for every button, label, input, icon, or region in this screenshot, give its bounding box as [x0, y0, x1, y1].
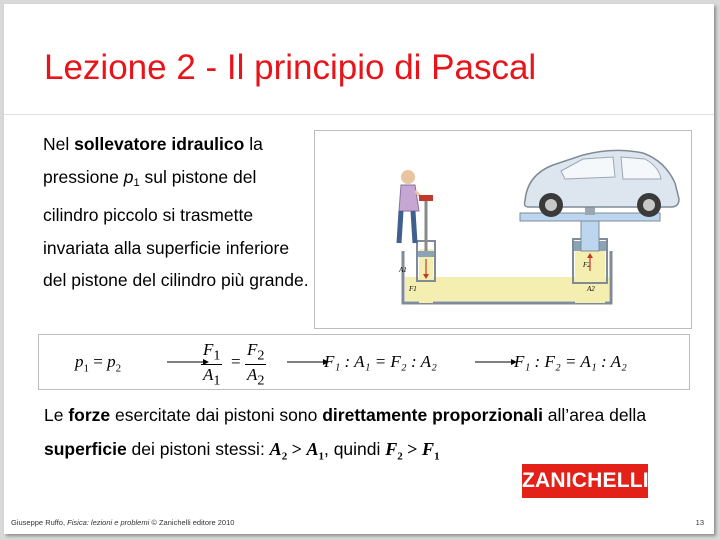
arrow-icon — [475, 357, 519, 367]
intro-text-1: Nel — [43, 134, 75, 154]
label-a2: A2 — [587, 285, 595, 293]
equations-box — [38, 334, 690, 390]
equation-proportion-forces: F₁ : F₂ = A₁ : A₂ — [514, 352, 627, 371]
intro-text-3: sul pistone del cilindro piccolo si trasmette invariata alla superficie inferiore del pistone del cilindro più grande. — [43, 166, 309, 291]
bold-proportional: direttamente proporzionali — [322, 405, 543, 425]
equation-proportion-areas: F₁ : A₁ = F₂ : A₂ — [324, 352, 437, 371]
pressure-symbol: p — [123, 166, 134, 187]
footer-credit: Giuseppe Ruffo, Fisica: lezioni e problemi © Zanichelli editore 2010 — [11, 518, 235, 527]
slide — [4, 4, 714, 534]
equation-pressures: $p_1 = p_2$ — [75, 352, 122, 375]
bold-forze: forze — [68, 405, 111, 425]
worker-shirt — [399, 185, 419, 211]
intro-text-2: la pressione — [43, 134, 263, 187]
intro-paragraph — [43, 128, 311, 297]
label-f2: F2 — [583, 261, 591, 269]
page-title: Lezione 2 - Il principio di Pascal — [44, 48, 537, 87]
hydraulic-lift-illustration — [315, 131, 691, 328]
equals-sign: = — [231, 352, 241, 371]
fraction-f2-a2: $\frac{F_2}{A_2}$ — [247, 340, 265, 389]
bold-superficie: superficie — [44, 439, 127, 459]
worker-head — [401, 170, 415, 184]
hydraulic-lift-figure — [314, 130, 692, 329]
publisher-logo: ZANICHELLI — [522, 464, 648, 498]
conclusion-paragraph: Le forze esercitate dai pistoni sono direttamente proporzionali all’area della superficie dei pistoni stessi: $A_2 > A_1$, quindi $F_2 > F_1$ — [44, 405, 647, 463]
title-divider — [4, 114, 714, 115]
label-a1: A1 — [399, 266, 407, 274]
pressure-subscript: 1 — [133, 176, 140, 189]
page-number: 13 — [695, 518, 704, 527]
intro-bold-term: sollevatore idraulico — [74, 134, 245, 154]
label-f1: F1 — [409, 285, 417, 293]
fraction-f1-a1: $\frac{F_1}{A_1}$ — [203, 340, 221, 389]
